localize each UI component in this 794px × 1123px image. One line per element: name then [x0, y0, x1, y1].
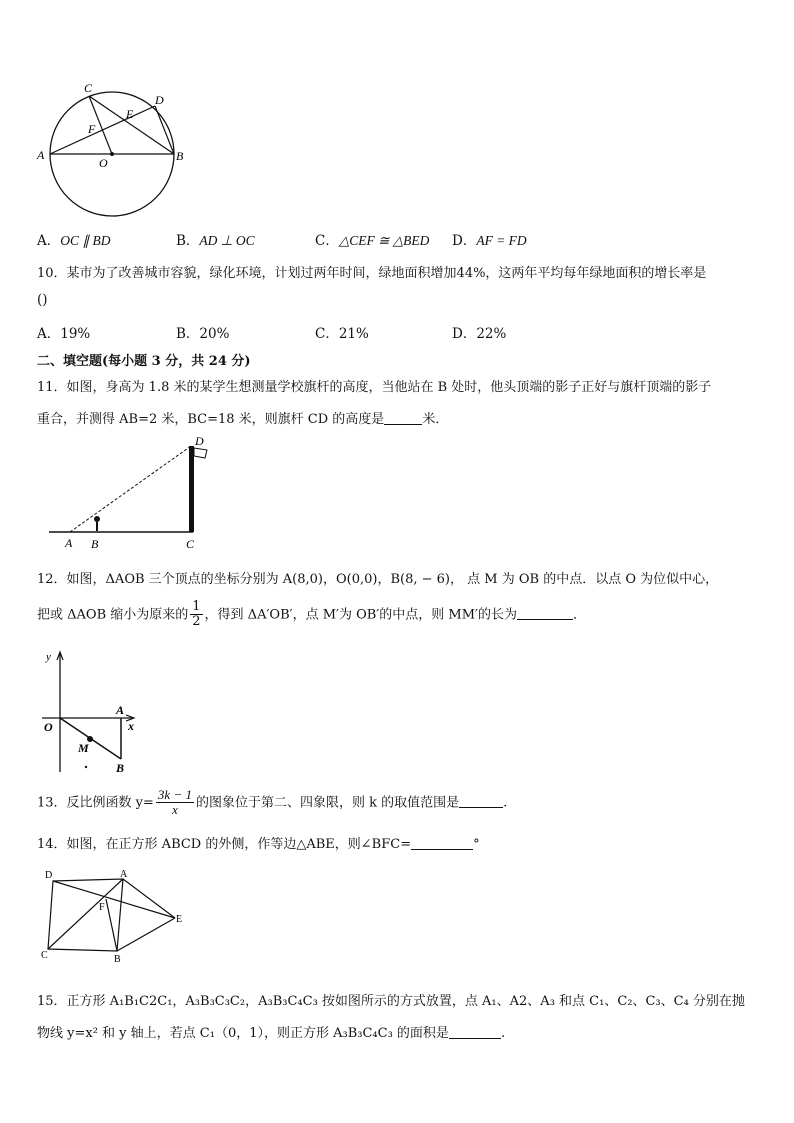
option-letter: A． [37, 233, 61, 249]
option-letter: C． [315, 233, 339, 249]
fraction-numerator: 1 [192, 599, 201, 614]
q15-line2 [37, 1022, 505, 1041]
answer-blank[interactable] [459, 795, 503, 808]
dot-mark [85, 766, 87, 768]
label-c: C [41, 950, 48, 961]
option-text: OC ∥ BD [60, 233, 111, 248]
segment-fb [106, 899, 117, 951]
flagpole [189, 446, 194, 532]
option-text: AF = FD [476, 233, 527, 248]
label-a: A [65, 536, 73, 550]
q12-line2-end: ． [572, 607, 586, 623]
q13-line [37, 788, 507, 818]
q10-text: 10．某市为了改善城市容貌，绿化环境，计划过两年时间，绿地面积增加44%，这两年平均每年绿地面积的增长率是 [37, 266, 707, 281]
fraction-one-half [190, 600, 202, 630]
label-a: A [37, 148, 45, 162]
coordinate-figure [38, 648, 148, 776]
label-d: D [195, 434, 204, 448]
fraction-numerator: 3k − 1 [157, 787, 192, 802]
q11-line2-text: 重合，并测得 AB=2 米，BC=18 米，则旗杆 CD 的高度是 [37, 412, 385, 427]
q12-line2-text: 把或 ΔAOB 缩小为原来的 [37, 607, 189, 623]
q13-prefix: 13．反比例函数 y= [37, 795, 154, 811]
option-letter: D． [452, 326, 477, 342]
shadow-line [70, 446, 191, 532]
label-a: A [116, 703, 125, 717]
q11-line1: 11．如图，身高为 1.8 米的某学生想测量学校旗杆的高度，当他站在 B 处时，他头顶端的影子正好与旗杆顶端的影子 [37, 380, 712, 395]
q10-option-c [315, 322, 369, 342]
fraction-3k-1-over-x [156, 788, 194, 818]
label-o: O [44, 720, 53, 734]
answer-blank[interactable] [411, 837, 473, 850]
q11-line2 [37, 408, 448, 427]
option-text: 21% [338, 326, 369, 342]
label-b: B [176, 149, 184, 163]
q14-text: 14．如图，在正方形 ABCD 的外侧，作等边△ABE，则∠BFC= [37, 837, 412, 852]
q15-line2-text: 物线 y=x² 和 y 轴上，若点 C₁（0，1），则正方形 A₃B₃C₄C₃ 的面积是 [37, 1026, 449, 1041]
q10-option-a [37, 322, 90, 342]
option-letter: B． [176, 233, 200, 249]
q9-option-a [37, 229, 111, 249]
center-point [110, 152, 114, 156]
circle-figure [35, 78, 195, 223]
label-y: y [46, 651, 51, 663]
label-d: D [155, 93, 164, 107]
answer-blank[interactable] [517, 607, 573, 620]
label-b: B [116, 761, 125, 775]
fraction-denominator: x [172, 802, 178, 818]
option-text: 20% [199, 326, 230, 342]
answer-blank[interactable] [384, 412, 422, 425]
option-letter: D． [452, 233, 477, 249]
segment-ac [48, 879, 123, 949]
q11-line2-unit: 米． [422, 412, 449, 427]
label-b: B [114, 954, 121, 965]
q12-line2-rest: ，得到 ΔA′OB′，点 M′为 OB′的中点，则 MM′的长为 [204, 607, 517, 623]
q13-suffix: 的图象位于第二、四象限，则 k 的取值范围是 [195, 795, 460, 811]
flagpole-figure [45, 432, 215, 552]
q10-option-b [176, 322, 229, 342]
square-triangle-figure [40, 866, 190, 966]
option-text: △CEF ≅ △BED [338, 233, 430, 248]
flag [194, 448, 207, 458]
segment-ae [123, 879, 175, 918]
q9-option-c [315, 229, 429, 249]
q10-option-d [452, 322, 506, 342]
label-e: E [126, 107, 134, 121]
label-o: O [99, 156, 108, 170]
student-head [94, 516, 100, 522]
label-f: F [99, 902, 105, 913]
label-d: D [45, 870, 53, 881]
label-c: C [84, 81, 93, 95]
section-title: 二、填空题(每小题 3 分，共 24 分) [37, 354, 251, 369]
label-x: x [128, 719, 134, 733]
q14-degree: ° [473, 837, 480, 852]
q10-paren: () [37, 292, 48, 308]
q15-end: . [500, 1026, 506, 1041]
label-f: F [88, 122, 96, 136]
fraction-denominator: 2 [192, 614, 201, 630]
option-text: 19% [60, 326, 91, 342]
answer-blank[interactable] [449, 1026, 501, 1039]
label-e: E [176, 914, 183, 925]
q12-line2 [37, 600, 586, 630]
option-text: AD ⊥ OC [199, 233, 255, 248]
q13-end: . [503, 795, 508, 811]
q9-option-d [452, 229, 527, 249]
q15-line1: 15．正方形 A₁B₁C2C₁，A₃B₃C₃C₂，A₃B₃C₄C₃ 按如图所示的方式放置，点 A₁、A2、A₃ 和点 C₁、C₂、C₃、C₄ 分别在抛 [37, 994, 745, 1009]
segment-de [53, 881, 175, 918]
label-m: M [78, 741, 89, 755]
option-text: 22% [476, 326, 507, 342]
option-letter: C． [315, 326, 339, 342]
label-a: A [120, 869, 128, 880]
option-letter: A． [37, 326, 61, 342]
q12-line1: 12．如图，ΔAOB 三个顶点的坐标分别为 A(8,0)，O(0,0)，B(8, − 6)， 点 M 为 OB 的中点．以点 O 为位似中心， [37, 572, 719, 587]
q9-option-b [176, 229, 255, 249]
segment-be [117, 918, 175, 951]
option-letter: B． [176, 326, 200, 342]
label-b: B [91, 537, 99, 551]
q14-line [37, 833, 480, 852]
label-c: C [186, 537, 195, 551]
